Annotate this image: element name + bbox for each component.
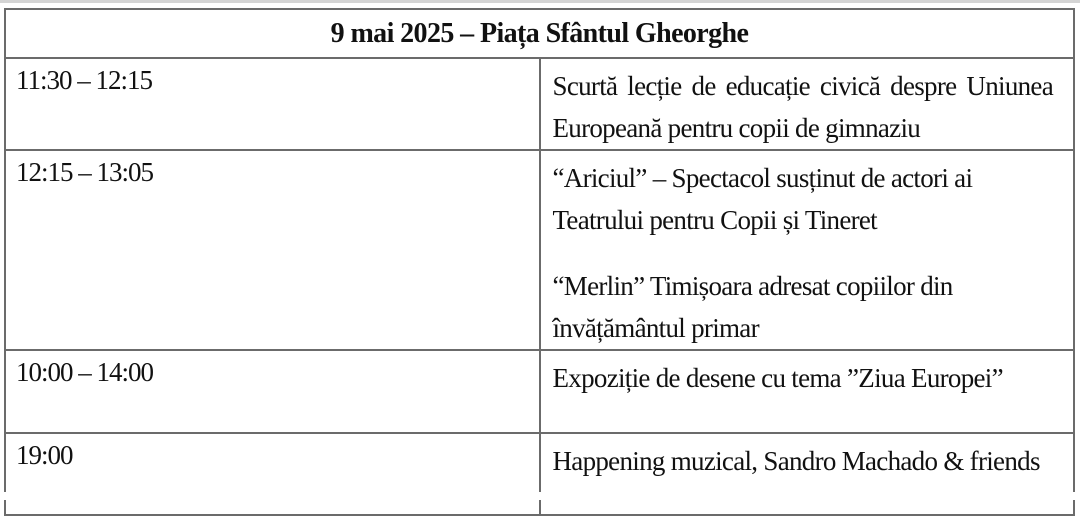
- schedule-title: 9 mai 2025 – Piața Sfântul Gheorghe: [5, 9, 1074, 58]
- table-row: [5, 150, 1074, 350]
- top-divider: [0, 0, 1080, 3]
- description-cell: Expoziție de desene cu tema ”Ziua Europei”: [540, 350, 1075, 433]
- description-paragraph: “Ariciul” – Spectacol susținut de actori ai Teatrului pentru Copii și Tineret: [552, 163, 973, 235]
- time-cell: 12:15 – 13:05: [5, 150, 540, 350]
- event-schedule-table: [4, 8, 1075, 516]
- bottom-margin: [0, 492, 1080, 500]
- table-row: [5, 58, 1074, 150]
- table-row: [5, 433, 1074, 515]
- time-cell: 10:00 – 14:00: [5, 350, 540, 433]
- description-cell: [540, 150, 1075, 350]
- table-header-row: [5, 9, 1074, 58]
- description-cell: Scurtă lecție de educație civică despre Uniunea Europeană pentru copii de gimnaziu: [540, 58, 1075, 150]
- description-paragraph: “Merlin” Timișoara adresat copiilor din învățământul primar: [552, 271, 953, 343]
- table-row: [5, 350, 1074, 433]
- time-cell: 19:00: [5, 433, 540, 515]
- time-cell: 11:30 – 12:15: [5, 58, 540, 150]
- description-cell: Happening muzical, Sandro Machado & friends: [540, 433, 1075, 515]
